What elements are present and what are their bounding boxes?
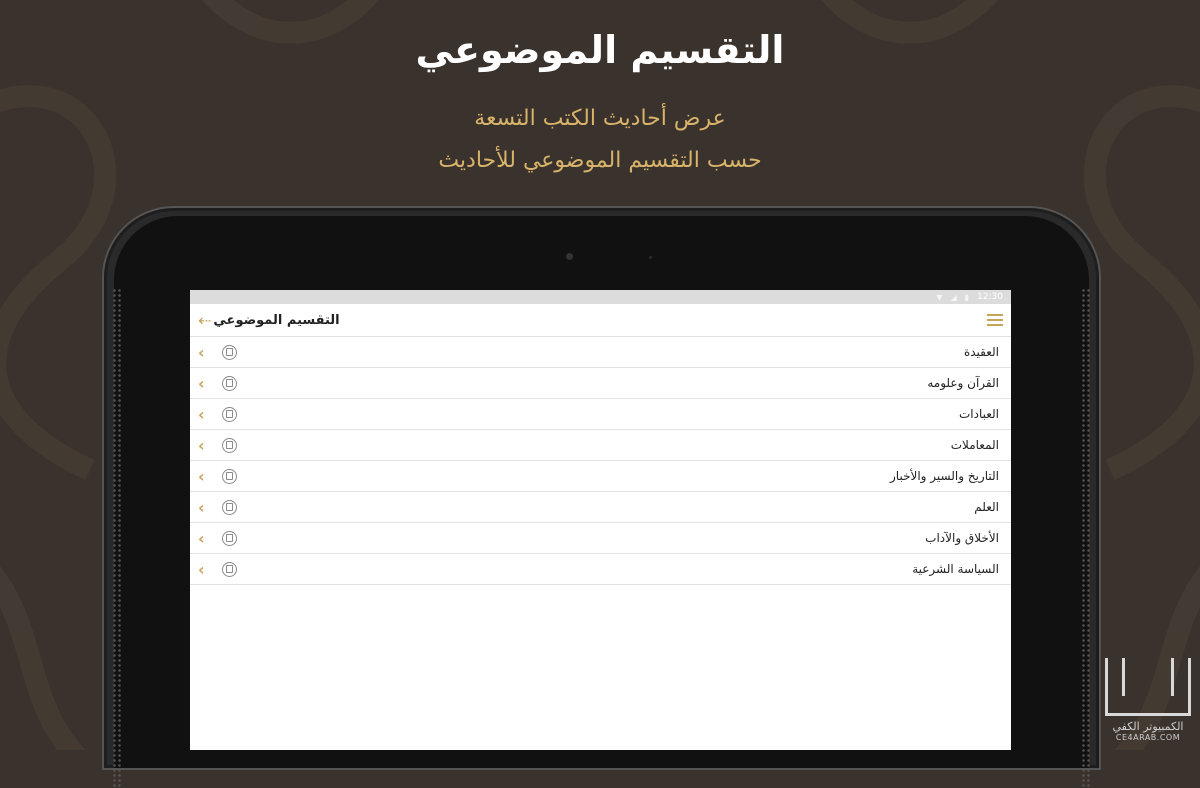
status-time: 12:30	[977, 292, 1003, 302]
chevron-left-icon: ‹	[198, 559, 205, 579]
book-circle-icon[interactable]	[222, 376, 237, 391]
sensor-dot	[649, 256, 652, 259]
list-item-label: المعاملات	[950, 438, 999, 452]
chevron-left-icon: ‹	[198, 342, 205, 362]
chevron-left-icon: ‹	[198, 373, 205, 393]
list-item[interactable]	[190, 430, 1011, 461]
list-item[interactable]	[190, 399, 1011, 430]
speaker-grille-right	[1081, 288, 1091, 788]
chevron-left-icon: ‹	[198, 404, 205, 424]
arrow-left-icon[interactable]: ⇠	[198, 310, 212, 330]
list-item-label: السياسة الشرعية	[912, 562, 999, 576]
book-circle-icon[interactable]	[222, 469, 237, 484]
watermark-latin: CE4ARAB.COM	[1115, 733, 1181, 742]
list-item-label: العقيدة	[963, 345, 999, 359]
list-item[interactable]	[190, 492, 1011, 523]
app-screen	[190, 290, 1011, 750]
book-circle-icon[interactable]	[222, 531, 237, 546]
book-circle-icon[interactable]	[222, 500, 237, 515]
watermark-logo	[1105, 658, 1191, 716]
list-item[interactable]	[190, 554, 1011, 585]
book-circle-icon[interactable]	[222, 345, 237, 360]
camera-icon	[566, 253, 573, 260]
speaker-grille-left	[112, 288, 122, 788]
list-item[interactable]	[190, 368, 1011, 399]
list-item[interactable]	[190, 523, 1011, 554]
wifi-icon: ▼	[936, 292, 943, 302]
chevron-left-icon: ‹	[198, 497, 205, 517]
list-item-label: الأخلاق والآداب	[925, 531, 999, 545]
promo-title: التقسيم الموضوعي	[415, 28, 785, 72]
battery-icon: ▮	[964, 292, 970, 302]
chevron-left-icon: ‹	[198, 528, 205, 548]
page-title: التقسيم الموضوعي	[213, 312, 340, 328]
book-circle-icon[interactable]	[222, 407, 237, 422]
signal-icon: ◢	[950, 292, 957, 302]
chevron-left-icon: ‹	[198, 466, 205, 486]
list-item-label: التاريخ والسير والأخبار	[890, 469, 999, 483]
app-header	[190, 304, 1011, 337]
topic-list	[190, 337, 1011, 585]
list-item-label: القرآن وعلومه	[927, 376, 999, 390]
list-item[interactable]	[190, 461, 1011, 492]
book-circle-icon[interactable]	[222, 438, 237, 453]
promo-subtitle-line1: عرض أحاديث الكتب التسعة	[474, 106, 726, 131]
list-item-label: العبادات	[958, 407, 999, 421]
list-item-label: العلم	[974, 500, 999, 514]
book-circle-icon[interactable]	[222, 562, 237, 577]
header-title-group[interactable]	[198, 311, 340, 330]
hamburger-menu-icon[interactable]	[987, 314, 1003, 326]
list-item[interactable]	[190, 337, 1011, 368]
watermark	[1102, 658, 1194, 748]
promo-subtitle-line2: حسب التقسيم الموضوعي للأحاديث	[438, 148, 762, 173]
status-bar	[190, 290, 1011, 304]
chevron-left-icon: ‹	[198, 435, 205, 455]
watermark-arabic: الكمبيوتر الكفي	[1112, 720, 1184, 733]
